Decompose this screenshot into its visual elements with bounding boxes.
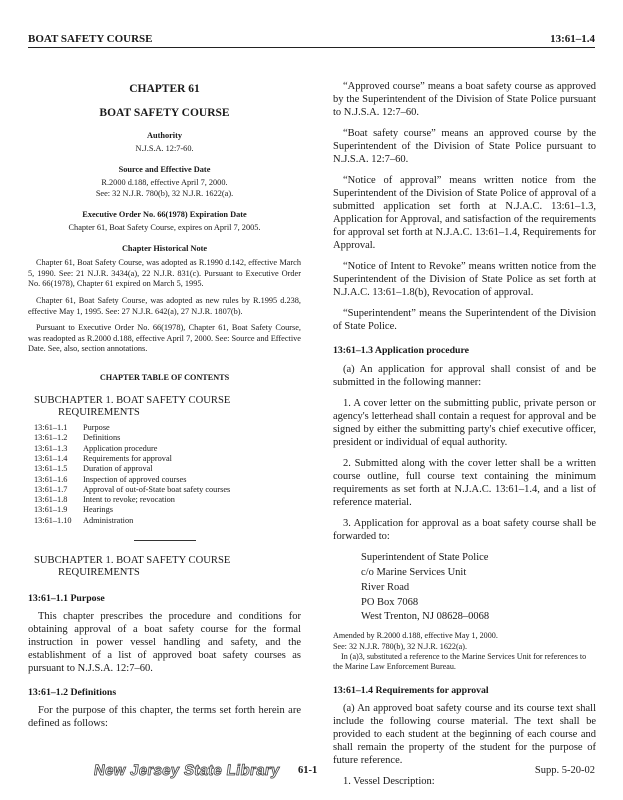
toc-title: Duration of approval: [83, 464, 153, 474]
left-column: [28, 70, 301, 738]
toc-title: Definitions: [83, 433, 121, 443]
definition-boat-safety-course: “Boat safety course” means an approved course by the Superintendent of the Division of State Police pursuant to N.J.S.A. 12:7–60.: [333, 128, 596, 166]
definition-superintendent: “Superintendent” means the Superintendent of the Division of State Police.: [333, 308, 596, 333]
toc-row: [34, 464, 230, 474]
section-1-3-a: (a) An application for approval shall consist of and be submitted in the following manner:: [333, 363, 596, 388]
mailing-address: [361, 551, 596, 626]
source-heading: Source and Effective Date: [118, 165, 211, 175]
section-1-4-heading: 13:61–1.4 Requirements for approval: [333, 684, 489, 696]
toc-subchapter-line-1: SUBCHAPTER 1. BOAT SAFETY COURSE: [34, 395, 231, 407]
history-paragraph-3: Pursuant to Executive Order No. 66(1978), Chapter 61, Boat Safety Course, was readopted as R.2000 d.188, effective April 7, 2000. See: Source and Effective Date. See, also, section annotations.: [28, 323, 301, 354]
history-heading: Chapter Historical Note: [121, 243, 208, 253]
toc-subchapter-heading: [34, 395, 301, 419]
toc-row: [34, 485, 230, 495]
source-line-1: R.2000 d.188, effective April 7, 2000.: [101, 178, 228, 188]
subchapter-heading: [34, 555, 301, 579]
toc-row: [34, 433, 230, 443]
definition-notice-of-approval: “Notice of approval” means written notice from the Superintendent of the Division of State Police of approval of a submitted application set forth at N.J.A.C. 13:61–1.3, Application for Approval, and satisfaction of the requirements for approval set forth at N.J.A.C. 13:61–1.4, Requirements for Approval.: [333, 175, 596, 252]
amendment-line-1: Amended by R.2000 d.188, effective May 1, 2000.: [333, 631, 498, 641]
toc-number: 13:61–1.8: [34, 495, 68, 505]
section-1-1-heading: 13:61–1.1 Purpose: [28, 592, 105, 604]
toc-number: 13:61–1.5: [34, 464, 68, 474]
eo-heading: Executive Order No. 66(1978) Expiration Date: [82, 209, 247, 219]
toc-number: 13:61–1.7: [34, 484, 68, 494]
table-of-contents: [34, 423, 230, 526]
toc-number: 13:61–1.4: [34, 453, 68, 463]
definition-approved-course: “Approved course” means a boat safety course as approved by the Superintendent of the Division of State Police pursuant to N.J.S.A. 12:7–60.: [333, 81, 596, 119]
history-paragraph-1: Chapter 61, Boat Safety Course, was adopted as R.1990 d.142, effective March 5, 1990. See: 21 N.J.R. 3434(a), 22 N.J.R. 831(c). Pursuant to Executive Order No. 66(1978), Chapter 61 expired on March 5, 1995.: [28, 258, 301, 289]
page-footer: [28, 762, 595, 784]
library-watermark: New Jersey State Library: [92, 762, 281, 779]
header-rule: [28, 47, 595, 48]
section-1-2-heading: 13:61–1.2 Definitions: [28, 687, 117, 699]
address-line: River Road: [361, 581, 410, 593]
toc-row: [34, 516, 230, 526]
toc-title: Administration: [83, 515, 134, 525]
address-line: West Trenton, NJ 08628–0068: [361, 611, 490, 623]
section-1-3-item-2: 2. Submitted along with the cover letter shall be a written course outline, full course text containing the minimum requirements as set forth at N.J.A.C. 13:61–1.4, and a list of reference material.: [333, 457, 596, 508]
authority-text: N.J.S.A. 12:7-60.: [135, 144, 194, 154]
source-line-2: See: 32 N.J.R. 780(b), 32 N.J.R. 1622(a).: [95, 189, 234, 199]
toc-row: [34, 495, 230, 505]
toc-title: Requirements for approval: [83, 453, 172, 463]
toc-title: Application procedure: [83, 443, 158, 453]
header-title: BOAT SAFETY COURSE: [28, 33, 153, 45]
section-separator: [134, 540, 196, 541]
section-1-3-item-3: 3. Application for approval as a boat safety course shall be forwarded to:: [333, 517, 596, 542]
toc-row: [34, 444, 230, 454]
section-1-4-a: (a) An approved boat safety course and its course text shall include the following course material. The text shall be provided to each student at the beginning of each course and shall remain the property of the student for the purpose of future reference.: [333, 703, 596, 767]
section-1-4-item-1: 1. Vessel Description:: [343, 776, 435, 788]
section-1-2-text: For the purpose of this chapter, the terms set forth herein are defined as follows:: [28, 705, 301, 730]
eo-text: Chapter 61, Boat Safety Course, expires on April 7, 2005.: [68, 223, 261, 233]
toc-title: Purpose: [83, 423, 110, 433]
toc-row: [34, 423, 230, 433]
authority-heading: Authority: [146, 130, 183, 140]
section-1-3-heading: 13:61–1.3 Application procedure: [333, 345, 469, 357]
header-section: 13:61–1.4: [550, 33, 595, 45]
toc-title: Hearings: [83, 505, 113, 515]
right-column: [333, 80, 596, 796]
toc-row: [34, 505, 230, 515]
toc-subchapter-line-2: REQUIREMENTS: [58, 407, 140, 419]
address-line: c/o Marine Services Unit: [361, 566, 467, 578]
toc-number: 13:61–1.9: [34, 505, 68, 515]
definition-notice-of-intent: “Notice of Intent to Revoke” means written notice from the Superintendent of the Division of State Police as set forth at N.J.A.C. 13:61–1.8(b), Revocation of approval.: [333, 261, 596, 299]
subchapter-line-1: SUBCHAPTER 1. BOAT SAFETY COURSE: [34, 554, 231, 566]
toc-row: [34, 475, 230, 485]
amendment-line-3: In (a)3, substituted a reference to the Marine Services Unit for references to the Marine Law Enforcement Bureau.: [333, 652, 587, 672]
running-header: [28, 30, 595, 46]
subchapter-line-2: REQUIREMENTS: [58, 566, 140, 578]
toc-row: [34, 454, 230, 464]
supplement-date: Supp. 5-20-02: [534, 765, 595, 776]
chapter-number: CHAPTER 61: [129, 83, 200, 95]
toc-number: 13:61–1.1: [34, 423, 68, 433]
toc-number: 13:61–1.3: [34, 443, 68, 453]
toc-number: 13:61–1.6: [34, 474, 68, 484]
section-1-1-text: This chapter prescribes the procedure and conditions for obtaining approval of a boat safety course for the formal instruction in power vessel handling and safety, and the establishment of a list of approved boat safety courses as pursuant to N.J.S.A. 12:7–60.: [28, 611, 301, 675]
history-paragraph-2: Chapter 61, Boat Safety Course, was adopted as new rules by R.1995 d.238, effective May 1, 1995. See: 27 N.J.R. 642(a), 27 N.J.R. 1807(b).: [28, 296, 301, 316]
toc-title: Intent to revoke; revocation: [83, 495, 175, 505]
toc-number: 13:61–1.2: [34, 433, 68, 443]
toc-title: Approval of out-of-State boat safety courses: [83, 484, 231, 494]
toc-title: Inspection of approved courses: [83, 474, 187, 484]
amendment-line-2: See: 32 N.J.R. 780(b), 32 N.J.R. 1622(a).: [333, 641, 467, 651]
chapter-title: BOAT SAFETY COURSE: [99, 107, 230, 120]
toc-heading: CHAPTER TABLE OF CONTENTS: [99, 373, 230, 383]
amendment-note: [333, 631, 596, 672]
address-line: Superintendent of State Police: [361, 551, 489, 563]
page-number: 61-1: [298, 765, 318, 776]
toc-number: 13:61–1.10: [34, 515, 72, 525]
address-line: PO Box 7068: [361, 596, 419, 608]
section-1-3-item-1: 1. A cover letter on the submitting public, private person or agency's letterhead shall contain a request for approval and be signed by either the submitting party's chief executive officer, president or individual of equal authority.: [333, 397, 596, 448]
